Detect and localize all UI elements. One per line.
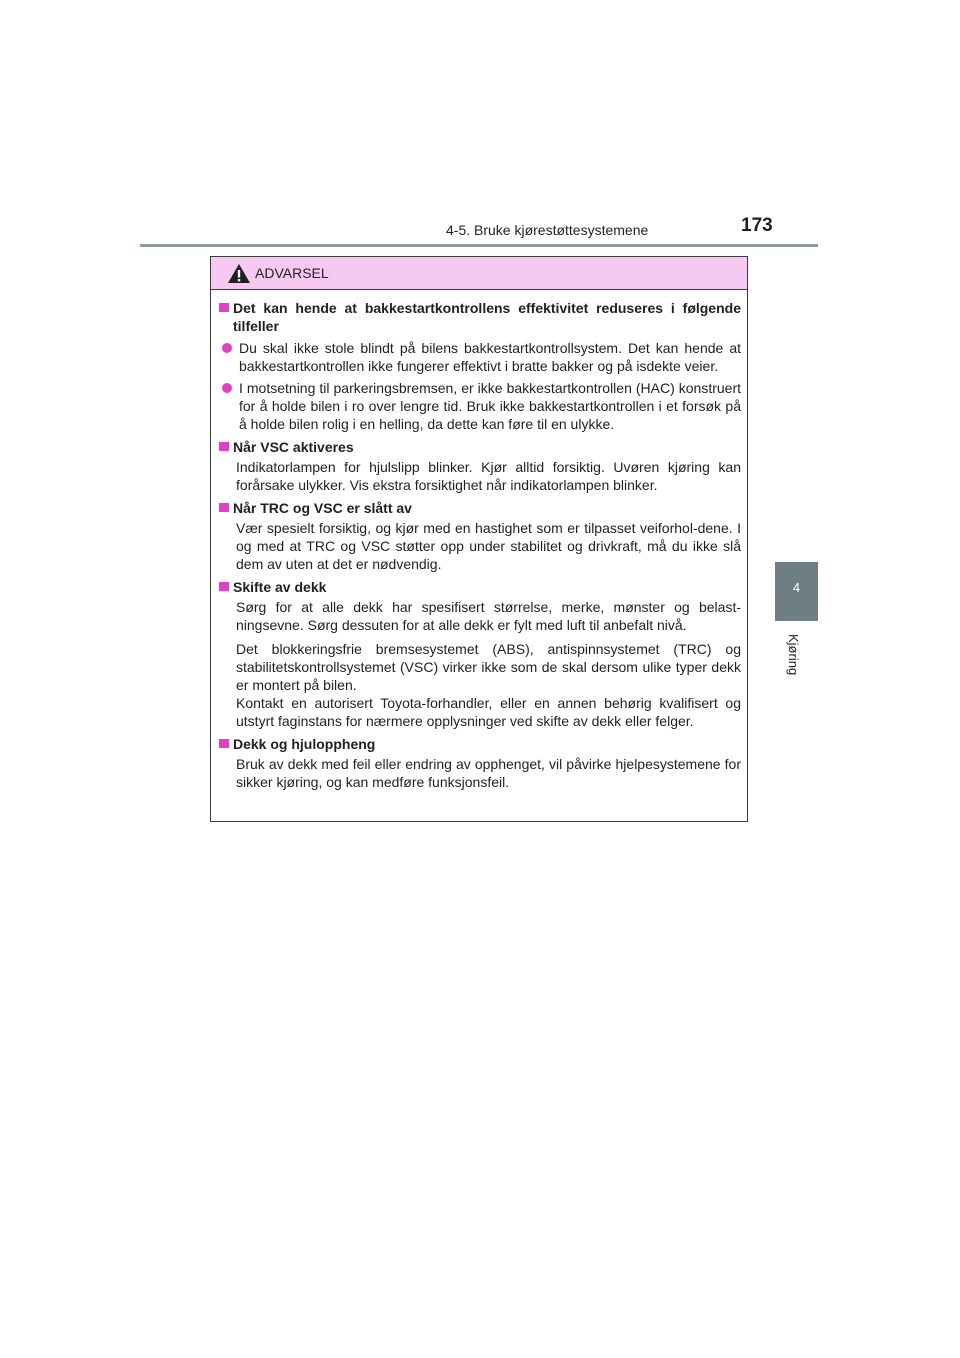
section-heading <box>219 735 741 753</box>
warning-body <box>211 290 747 791</box>
section-reduced-effectiveness <box>219 299 741 433</box>
section-paragraph: Vær spesielt forsiktig, og kjør med en hastighet som er tilpasset veiforhol-dene. I og med at TRC og VSC støtter opp under stabilitet og drivkraft, må du ikke slå dem av uten at det er nødvendig. <box>236 520 741 572</box>
warning-title: ADVARSEL <box>255 265 329 281</box>
section-heading-text: Det kan hende at bakkestartkontrollens effektivitet reduseres i følgende tilfeller <box>233 300 741 334</box>
chapter-number: 4 <box>792 580 801 595</box>
section-trc-vsc-off <box>219 499 741 573</box>
round-bullet-icon <box>222 383 232 393</box>
page-header-section-title: 4-5. Bruke kjørestøttesystemene <box>446 222 649 238</box>
section-heading-text: Når TRC og VSC er slått av <box>233 500 412 516</box>
chapter-tab <box>775 562 818 621</box>
square-bullet-icon <box>219 303 229 312</box>
header-rule <box>140 244 818 247</box>
section-heading <box>219 299 741 335</box>
page-number: 173 <box>741 215 773 236</box>
section-tire-change <box>219 578 741 730</box>
round-bullet-icon <box>222 343 232 353</box>
section-heading <box>219 578 741 596</box>
warning-triangle-icon <box>227 263 251 284</box>
square-bullet-icon <box>219 739 229 748</box>
section-paragraph: Indikatorlampen for hjulslipp blinker. Kjør alltid forsiktig. Uvøren kjøring kan forårsake ulykker. Vis ekstra forsiktighet når indikatorlampen blinker. <box>236 459 741 493</box>
warning-box <box>210 256 748 822</box>
section-paragraph: Sørg for at alle dekk har spesifisert størrelse, merke, mønster og belast-ningsevne. Sørg dessuten for at alle dekk er fylt med luft til anbefalt nivå. <box>236 599 741 633</box>
section-heading-text: Dekk og hjuloppheng <box>233 736 376 752</box>
section-paragraph: Bruk av dekk med feil eller endring av opphenget, vil påvirke hjelpesystemene for sikker kjøring, og kan medføre funksjonsfeil. <box>236 756 741 790</box>
square-bullet-icon <box>219 582 229 591</box>
section-heading-text: Skifte av dekk <box>233 579 327 595</box>
square-bullet-icon <box>219 503 229 512</box>
section-heading <box>219 499 741 517</box>
warning-header <box>211 257 747 290</box>
section-heading-text: Når VSC aktiveres <box>233 439 354 455</box>
bullet-item <box>222 339 741 375</box>
paragraph-line: Det blokkeringsfrie bremsesystemet (ABS), antispinnsystemet (TRC) og stabilitetskontrollsystemet (VSC) virker ikke som de skal dersom ulike typer dekk er montert på bilen. <box>236 641 741 693</box>
section-heading <box>219 438 741 456</box>
section-tires-suspension <box>219 735 741 791</box>
paragraph-line: Kontakt en autorisert Toyota-forhandler, eller en annen behørig kvalifisert og utstyrt faginstans for nærmere opplysninger ved skifte av dekk eller felger. <box>236 695 741 729</box>
section-paragraph <box>236 640 741 730</box>
square-bullet-icon <box>219 442 229 451</box>
bullet-item <box>222 379 741 433</box>
section-vsc-active <box>219 438 741 494</box>
bullet-text: Du skal ikke stole blindt på bilens bakkestartkontrollsystem. Det kan hende at bakkestartkontrollen ikke fungerer effektivt i bratte bakker og på isdekte veier. <box>239 340 741 374</box>
bullet-text: I motsetning til parkeringsbremsen, er ikke bakkestartkontrollen (HAC) konstruert for å holde bilen i ro over lengre tid. Bruk ikke bakkestartkontrollen i et forsøk på å holde bilen rolig i en helling, da dette kan føre til en ulykke. <box>239 380 741 432</box>
chapter-label: Kjøring <box>786 634 801 676</box>
